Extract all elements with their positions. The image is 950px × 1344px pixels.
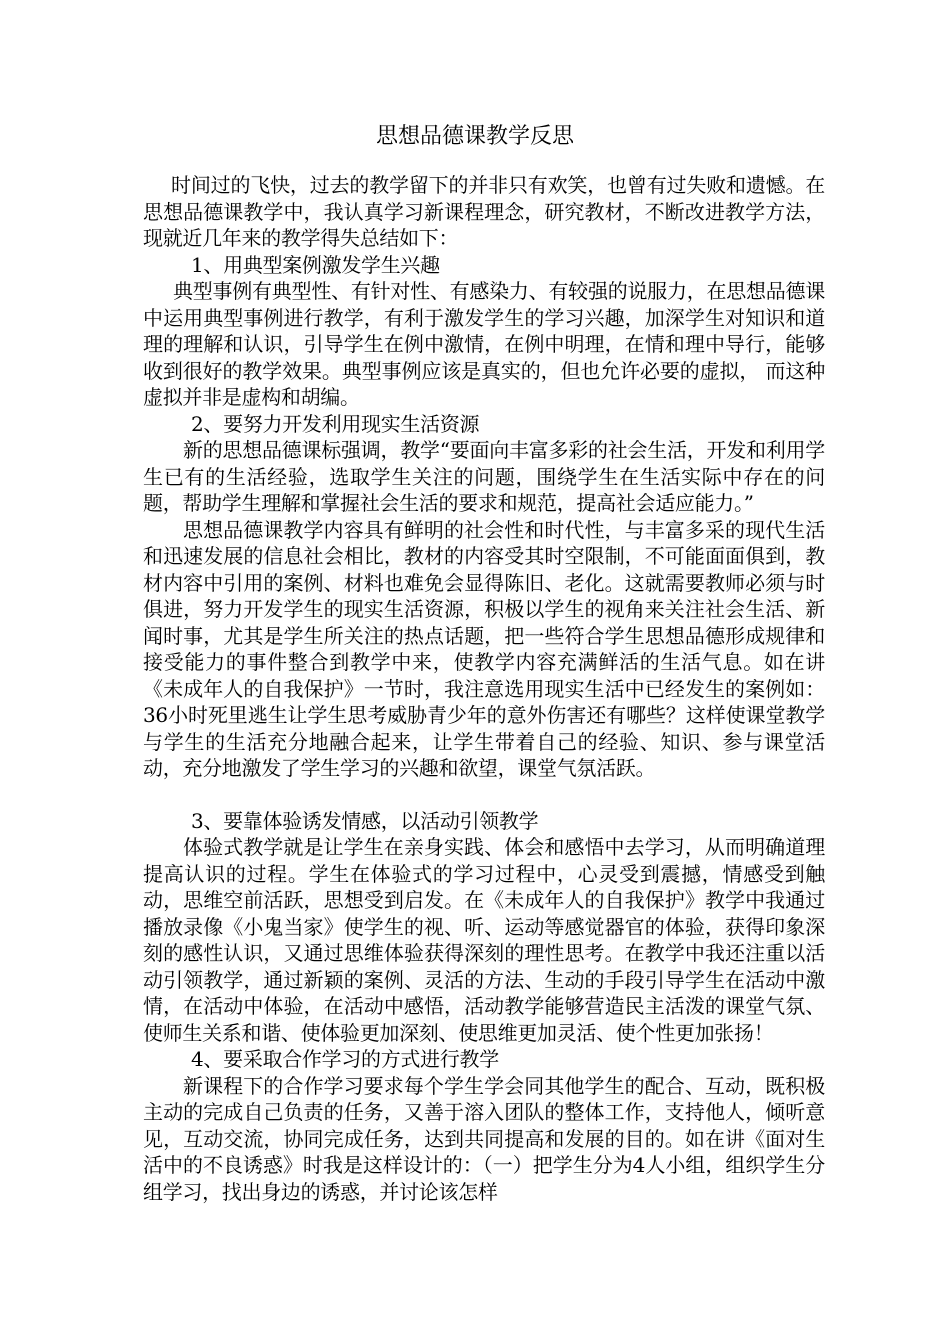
section-heading-1: 1、用典型案例激发学生兴趣 [191, 252, 440, 277]
section-2-paragraph-1: 新的思想品德课标强调，教学“要面向丰富多彩的社会生活，开发和利用学生已有的生活经验，选取学生关注的问题，围绕学生在生活实际中存在的问题，帮助学生理解和掌握社会生活的要求和规范，提高社会适应能力。” [143, 438, 825, 515]
section-heading-4: 4、要采取合作学习的方式进行教学 [191, 1047, 499, 1071]
blank-line [143, 782, 825, 808]
section-3-paragraph-1: 体验式教学就是让学生在亲身实践、体会和感悟中去学习，从而明确道理提高认识的过程。学生在体验式的学习过程中，心灵受到震撼，情感受到触动，思维空前活跃，思想受到启发。在《未成年人的自我保护》教学中我通过播放录像《小鬼当家》使学生的视、听、运动等感觉器官的体验，获得印象深刻的感性认识，又通过思维体验获得深刻的理性思考。在教学中我还注重以活动引领教学，通过新颖的案例、灵活的方法、生动的手段引导学生在活动中激情，在活动中体验，在活动中感悟，活动教学能够营造民主活泼的课堂气氛、使师生关系和谐、使体验更加深刻、使思维更加灵活、使个性更加张扬！ [143, 835, 825, 1045]
section-heading-2: 2、要努力开发利用现实生活资源 [191, 411, 480, 436]
document-body [143, 172, 825, 1205]
section-4-paragraph-1: 新课程下的合作学习要求每个学生学会同其他学生的配合、互动，既积极主动的完成自己负责的任务，又善于溶入团队的整体工作，支持他人，倾听意见，互动交流，协同完成任务，达到共同提高和发展的目的。如在讲《面对生活中的不良诱惑》时我是这样设计的：（一）把学生分为4人小组，组织学生分组学习，找出身边的诱惑，并讨论该怎样 [143, 1073, 825, 1204]
intro-paragraph: 时间过的飞快，过去的教学留下的并非只有欢笑，也曾有过失败和遗憾。在思想品德课教学中，我认真学习新课程理念，研究教材，不断改进教学方法， 现就近几年来的教学得失总结如下： [143, 173, 825, 250]
section-1-paragraph-1: 典型事例有典型性、有针对性、有感染力、有较强的说服力，在思想品德课中运用典型事例进行教学，有利于激发学生的学习兴趣，加深学生对知识和道理的理解和认识，引导学生在例中激情，在例中明理，在情和理中导行，能够收到很好的教学效果。典型事例应该是真实的，但也允许必要的虚拟， 而这种虚拟并非是虚构和胡编。 [143, 279, 825, 409]
section-2-paragraph-2: 思想品德课教学内容具有鲜明的社会性和时代性，与丰富多采的现代生活和迅速发展的信息社会相比，教材的内容受其时空限制，不可能面面俱到，教材内容中引用的案例、材料也难免会显得陈旧、老化。这就需要教师必须与时俱进，努力开发学生的现实生活资源，积极以学生的视角来关注社会生活、新闻时事，尤其是学生所关注的热点话题，把一些符合学生思想品德形成规律和接受能力的事件整合到教学中来，使教学内容充满鲜活的生活气息。如在讲《未成年人的自我保护》一节时，我注意选用现实生活中已经发生的案例如：36小时死里逃生让学生思考威胁青少年的意外伤害还有哪些？这样使课堂教学与学生的生活充分地融合起来，让学生带着自己的经验、知识、参与课堂活动，充分地激发了学生学习的兴趣和欲望，课堂气氛活跃。 [143, 517, 825, 780]
section-heading-3: 3、要靠体验诱发情感，以活动引领教学 [191, 808, 539, 833]
page-title: 思想品德课教学反思 [375, 124, 574, 149]
